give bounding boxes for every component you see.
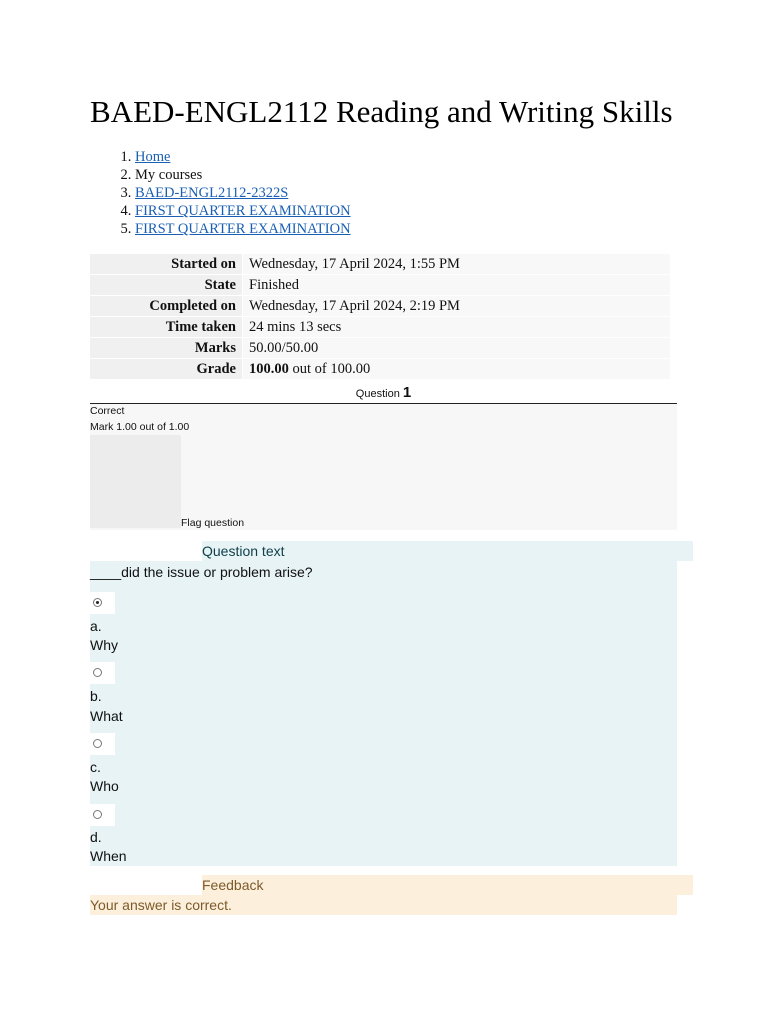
summary-value: Wednesday, 17 April 2024, 1:55 PM [243,254,671,275]
answer-option-b-letter: b. [90,688,102,704]
answer-option-a-letter: a. [90,618,102,634]
summary-value: 50.00/50.00 [243,338,671,359]
question-text-heading: Question text [202,541,693,561]
summary-row-grade [90,359,670,380]
breadcrumb [90,148,351,238]
breadcrumb-item-course[interactable] [135,184,351,202]
summary-row-started-on [90,254,670,275]
summary-value: Finished [243,275,671,296]
page-title: BAED-ENGL2112 Reading and Writing Skills [90,94,673,129]
summary-value [243,359,671,380]
summary-label: Completed on [90,296,243,317]
breadcrumb-link-exam-section[interactable]: FIRST QUARTER EXAMINATION [135,203,351,219]
answer-option-c-text[interactable]: Who [90,778,119,794]
question-number: 1 [402,384,412,401]
summary-value: Wednesday, 17 April 2024, 2:19 PM [243,296,671,317]
summary-row-completed-on [90,296,670,317]
feedback-heading: Feedback [202,875,693,895]
answer-option-d-text[interactable]: When [90,848,127,864]
radio-checked-icon [93,598,102,607]
breadcrumb-item-home[interactable] [135,148,351,166]
breadcrumb-link-exam[interactable]: FIRST QUARTER EXAMINATION [135,221,351,237]
breadcrumb-item-exam[interactable] [135,220,351,238]
question-state: Correct [90,405,125,417]
radio-unchecked-icon [93,810,102,819]
answer-option-a-radio[interactable] [90,592,115,614]
answer-option-b-text[interactable]: What [90,708,123,724]
radio-unchecked-icon [93,668,102,677]
summary-row-time-taken [90,317,670,338]
answer-option-d-radio[interactable] [90,804,115,826]
grade-out-of: out of 100.00 [288,360,371,377]
answer-option-d-letter: d. [90,829,102,845]
grade-score: 100.00 [249,360,289,377]
breadcrumb-link-course[interactable]: BAED-ENGL2112-2322S [135,185,289,201]
summary-label: Grade [90,359,243,380]
summary-row-state [90,275,670,296]
answer-option-b-radio[interactable] [90,662,115,684]
answer-option-c-radio[interactable] [90,733,115,755]
question-header [90,382,677,404]
summary-label: Marks [90,338,243,359]
breadcrumb-item-exam-section[interactable] [135,202,351,220]
flag-question-link[interactable]: Flag question [181,517,245,529]
question-prompt: ____did the issue or problem arise? [90,564,313,580]
summary-label: Started on [90,254,243,275]
question-info [90,404,677,530]
answer-option-c-letter: c. [90,759,101,775]
breadcrumb-item-my-courses [135,166,351,184]
flag-icon[interactable] [90,435,181,528]
feedback-text: Your answer is correct. [90,895,677,915]
summary-label: State [90,275,243,296]
breadcrumb-link-home[interactable]: Home [135,149,171,165]
question-grade: Mark 1.00 out of 1.00 [90,421,190,433]
summary-value: 24 mins 13 secs [243,317,671,338]
breadcrumb-text-my-courses: My courses [135,167,203,183]
answer-option-a-text[interactable]: Why [90,637,118,653]
question-label: Question [355,388,403,400]
summary-row-marks [90,338,670,359]
attempt-summary-table [90,254,670,380]
radio-unchecked-icon [93,739,102,748]
question-formulation [90,561,677,866]
summary-label: Time taken [90,317,243,338]
